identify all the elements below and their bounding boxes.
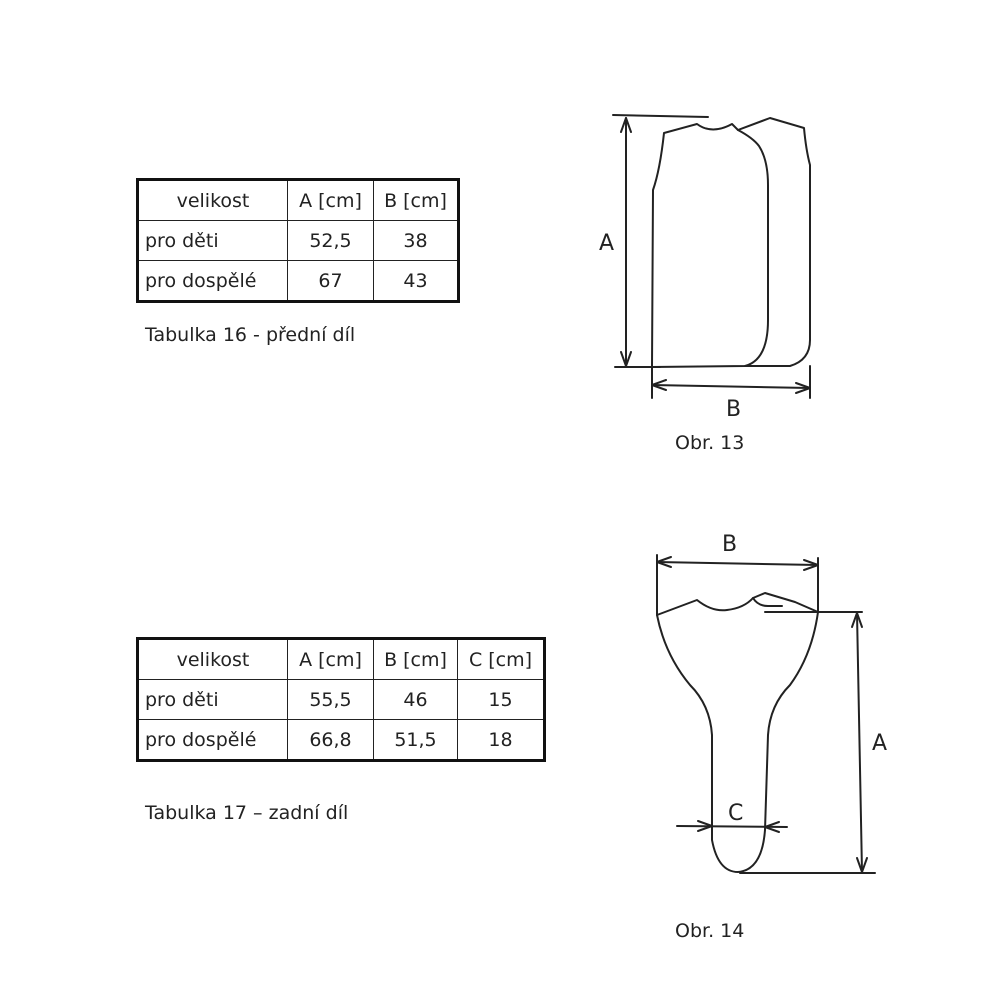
figure-caption: Obr. 14 [675,920,745,942]
dimension-arrow-a [857,613,862,872]
back-piece-inner-line [753,598,782,606]
table-header-cell: velikost [138,180,288,221]
table-caption: Tabulka 16 - přední díl [145,324,356,346]
table-cell-size: pro dospělé [138,720,288,761]
table-cell: 38 [374,221,459,261]
dimension-label-b: B [726,397,742,422]
table-header-cell: B [cm] [374,180,459,221]
dimension-line-a-top [613,115,708,117]
dimension-arrow-b [657,562,818,565]
front-piece-outline-left [652,124,768,367]
front-piece-outline-right [738,118,810,366]
dimension-arrow-b [652,385,810,388]
table-cell-size: pro dospělé [138,261,288,302]
front-piece-drawing [599,115,810,422]
table-caption: Tabulka 17 – zadní díl [145,802,349,824]
table-cell-size: pro děti [138,221,288,261]
dimension-label-a: A [599,231,615,256]
dimension-arrow-c [677,826,787,827]
table-cell: 55,5 [288,680,374,720]
table-header-cell: velikost [138,639,288,680]
table-header-cell: C [cm] [458,639,545,680]
back-piece-drawing [657,532,887,873]
dimension-label-a: A [872,731,888,756]
dimension-label-b: B [722,532,738,557]
table-cell: 52,5 [288,221,374,261]
table-header-cell: A [cm] [288,639,374,680]
table-cell: 67 [288,261,374,302]
table-cell: 15 [458,680,545,720]
table-cell-size: pro děti [138,680,288,720]
back-piece-outline [657,593,818,872]
dimension-label-c: C [728,801,744,826]
figure-caption: Obr. 13 [675,432,745,454]
table-cell: 46 [374,680,458,720]
table-header-cell: B [cm] [374,639,458,680]
table-header-cell: A [cm] [288,180,374,221]
table-cell: 51,5 [374,720,458,761]
table-cell: 66,8 [288,720,374,761]
table-cell: 18 [458,720,545,761]
table-cell: 43 [374,261,459,302]
